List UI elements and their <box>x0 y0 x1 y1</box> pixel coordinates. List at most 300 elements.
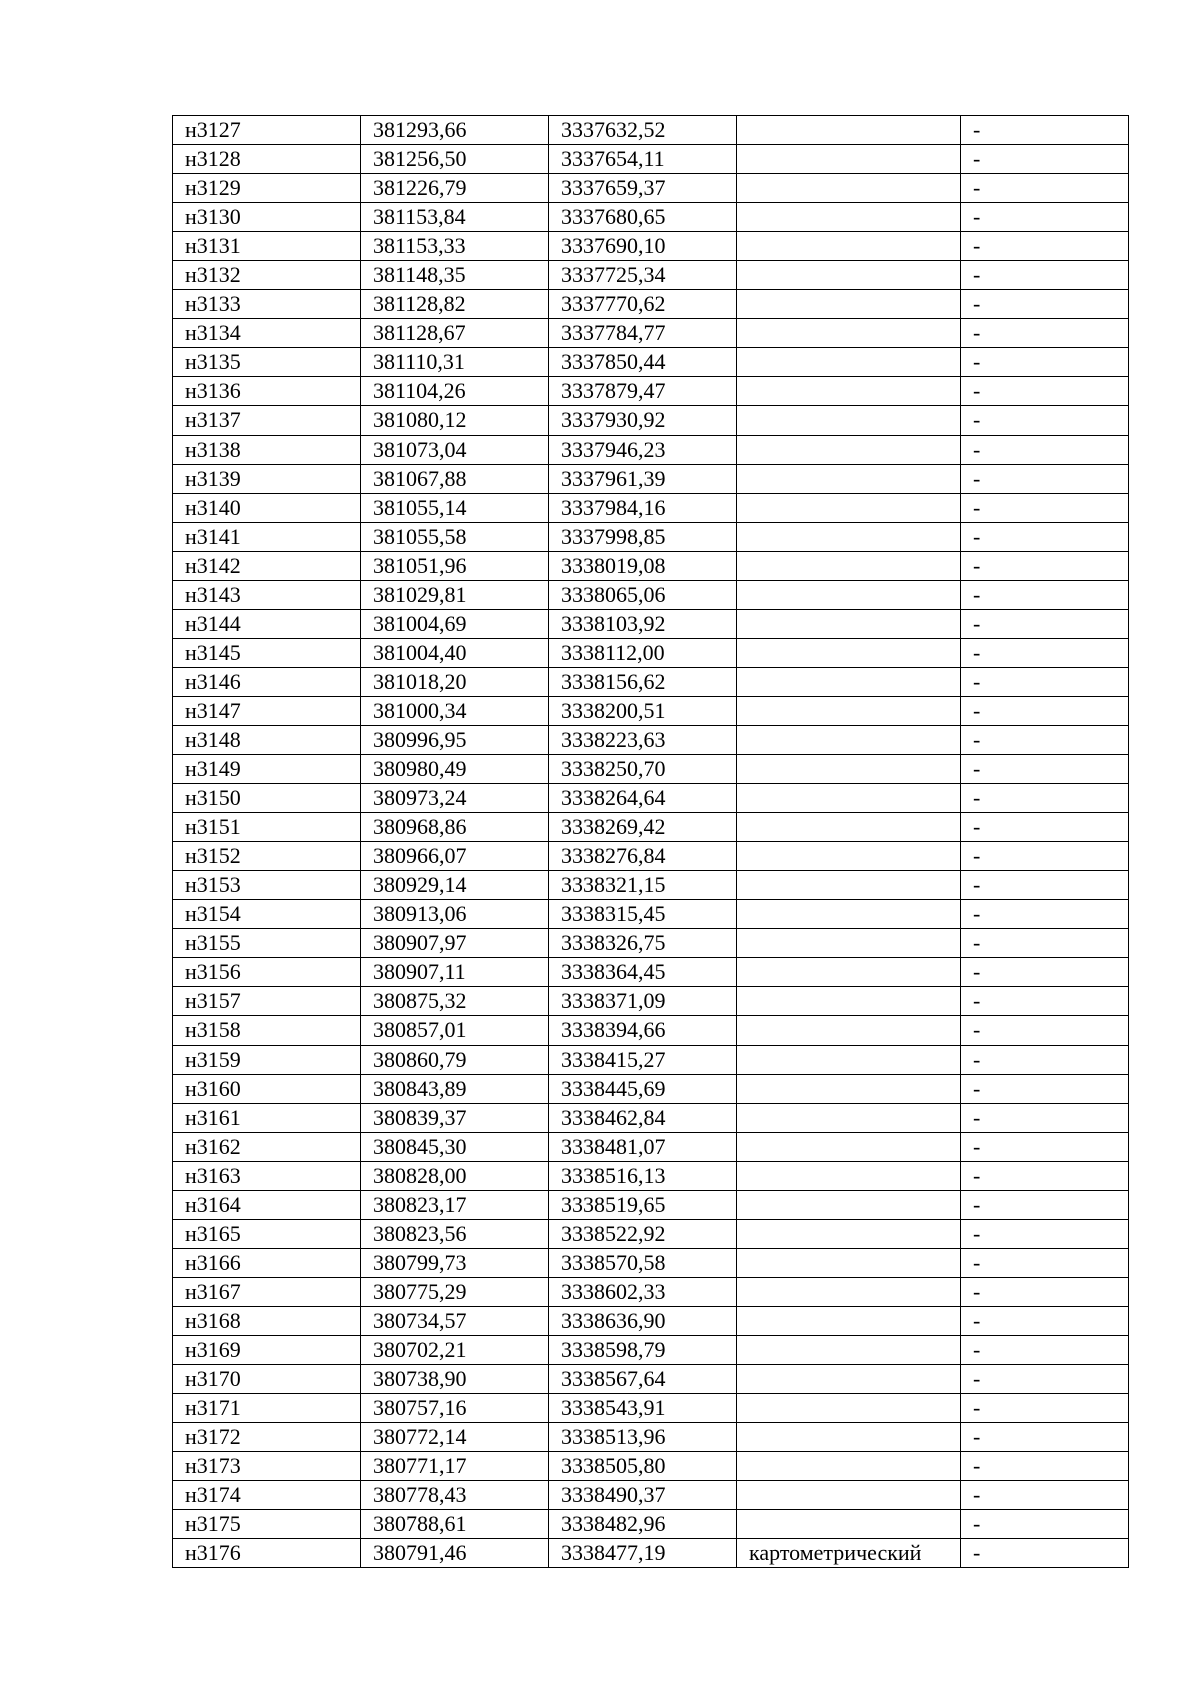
cell-y-coordinate: 3337961,39 <box>549 464 737 493</box>
cell-determination-method <box>737 1335 961 1364</box>
cell-x-coordinate: 380860,79 <box>361 1045 549 1074</box>
cell-error-value: - <box>961 580 1129 609</box>
cell-x-coordinate: 381029,81 <box>361 580 549 609</box>
cell-error-value: - <box>961 1481 1129 1510</box>
cell-determination-method <box>737 1394 961 1423</box>
cell-error-value: - <box>961 900 1129 929</box>
cell-point-number: н3163 <box>173 1161 361 1190</box>
cell-point-number: н3167 <box>173 1277 361 1306</box>
table-row <box>173 232 1129 261</box>
cell-point-number: н3160 <box>173 1074 361 1103</box>
cell-determination-method <box>737 1074 961 1103</box>
cell-error-value: - <box>961 1335 1129 1364</box>
table-row <box>173 116 1129 145</box>
cell-y-coordinate: 3338394,66 <box>549 1016 737 1045</box>
cell-y-coordinate: 3338516,13 <box>549 1161 737 1190</box>
cell-determination-method <box>737 377 961 406</box>
cell-point-number: н3143 <box>173 580 361 609</box>
cell-x-coordinate: 381104,26 <box>361 377 549 406</box>
cell-error-value: - <box>961 406 1129 435</box>
cell-point-number: н3170 <box>173 1365 361 1394</box>
cell-y-coordinate: 3338223,63 <box>549 725 737 754</box>
cell-y-coordinate: 3338477,19 <box>549 1539 737 1568</box>
cell-determination-method <box>737 493 961 522</box>
cell-determination-method <box>737 464 961 493</box>
cell-x-coordinate: 381226,79 <box>361 174 549 203</box>
cell-determination-method <box>737 929 961 958</box>
table-row <box>173 464 1129 493</box>
cell-point-number: н3146 <box>173 667 361 696</box>
cell-x-coordinate: 380980,49 <box>361 755 549 784</box>
cell-determination-method <box>737 261 961 290</box>
cell-x-coordinate: 381073,04 <box>361 435 549 464</box>
cell-y-coordinate: 3338490,37 <box>549 1481 737 1510</box>
cell-point-number: н3139 <box>173 464 361 493</box>
cell-error-value: - <box>961 1394 1129 1423</box>
cell-error-value: - <box>961 667 1129 696</box>
cell-x-coordinate: 380907,97 <box>361 929 549 958</box>
cell-x-coordinate: 380788,61 <box>361 1510 549 1539</box>
cell-y-coordinate: 3338315,45 <box>549 900 737 929</box>
cell-error-value: - <box>961 725 1129 754</box>
table-row <box>173 1365 1129 1394</box>
table-row <box>173 1190 1129 1219</box>
coordinates-table <box>172 115 1129 1568</box>
table-row <box>173 1539 1129 1568</box>
cell-x-coordinate: 380734,57 <box>361 1306 549 1335</box>
cell-y-coordinate: 3337632,52 <box>549 116 737 145</box>
cell-point-number: н3128 <box>173 145 361 174</box>
cell-error-value: - <box>961 1452 1129 1481</box>
cell-point-number: н3147 <box>173 696 361 725</box>
table-row <box>173 1016 1129 1045</box>
cell-x-coordinate: 381000,34 <box>361 696 549 725</box>
cell-point-number: н3158 <box>173 1016 361 1045</box>
cell-error-value: - <box>961 1539 1129 1568</box>
table-row <box>173 174 1129 203</box>
cell-error-value: - <box>961 319 1129 348</box>
cell-y-coordinate: 3337946,23 <box>549 435 737 464</box>
cell-determination-method <box>737 1219 961 1248</box>
cell-determination-method <box>737 232 961 261</box>
cell-determination-method <box>737 435 961 464</box>
cell-point-number: н3132 <box>173 261 361 290</box>
cell-determination-method <box>737 1190 961 1219</box>
table-row <box>173 929 1129 958</box>
table-row <box>173 1103 1129 1132</box>
cell-point-number: н3137 <box>173 406 361 435</box>
cell-y-coordinate: 3338462,84 <box>549 1103 737 1132</box>
cell-point-number: н3154 <box>173 900 361 929</box>
table-row <box>173 580 1129 609</box>
cell-point-number: н3168 <box>173 1306 361 1335</box>
table-row <box>173 842 1129 871</box>
cell-y-coordinate: 3338481,07 <box>549 1132 737 1161</box>
cell-y-coordinate: 3338505,80 <box>549 1452 737 1481</box>
cell-y-coordinate: 3338276,84 <box>549 842 737 871</box>
cell-point-number: н3140 <box>173 493 361 522</box>
cell-x-coordinate: 380775,29 <box>361 1277 549 1306</box>
cell-determination-method <box>737 1452 961 1481</box>
cell-y-coordinate: 3338445,69 <box>549 1074 737 1103</box>
cell-determination-method <box>737 1365 961 1394</box>
cell-determination-method <box>737 1481 961 1510</box>
cell-point-number: н3131 <box>173 232 361 261</box>
cell-point-number: н3135 <box>173 348 361 377</box>
cell-x-coordinate: 381004,69 <box>361 609 549 638</box>
table-row <box>173 1481 1129 1510</box>
cell-point-number: н3156 <box>173 958 361 987</box>
cell-determination-method <box>737 1161 961 1190</box>
cell-determination-method <box>737 696 961 725</box>
cell-y-coordinate: 3337850,44 <box>549 348 737 377</box>
table-row <box>173 1335 1129 1364</box>
cell-determination-method <box>737 290 961 319</box>
cell-x-coordinate: 380771,17 <box>361 1452 549 1481</box>
cell-determination-method <box>737 145 961 174</box>
cell-point-number: н3145 <box>173 638 361 667</box>
cell-determination-method <box>737 522 961 551</box>
cell-error-value: - <box>961 609 1129 638</box>
table-row <box>173 319 1129 348</box>
cell-determination-method <box>737 1248 961 1277</box>
cell-y-coordinate: 3337998,85 <box>549 522 737 551</box>
cell-error-value: - <box>961 145 1129 174</box>
cell-error-value: - <box>961 929 1129 958</box>
table-row <box>173 1248 1129 1277</box>
cell-x-coordinate: 381128,67 <box>361 319 549 348</box>
cell-determination-method <box>737 784 961 813</box>
cell-point-number: н3155 <box>173 929 361 958</box>
table-row <box>173 406 1129 435</box>
cell-point-number: н3172 <box>173 1423 361 1452</box>
cell-point-number: н3129 <box>173 174 361 203</box>
table-row <box>173 261 1129 290</box>
cell-point-number: н3153 <box>173 871 361 900</box>
cell-error-value: - <box>961 348 1129 377</box>
table-row <box>173 667 1129 696</box>
cell-y-coordinate: 3337930,92 <box>549 406 737 435</box>
cell-x-coordinate: 381080,12 <box>361 406 549 435</box>
cell-determination-method <box>737 116 961 145</box>
cell-y-coordinate: 3338598,79 <box>549 1335 737 1364</box>
cell-point-number: н3134 <box>173 319 361 348</box>
cell-x-coordinate: 381004,40 <box>361 638 549 667</box>
cell-point-number: н3166 <box>173 1248 361 1277</box>
cell-point-number: н3169 <box>173 1335 361 1364</box>
cell-point-number: н3138 <box>173 435 361 464</box>
cell-error-value: - <box>961 290 1129 319</box>
cell-x-coordinate: 381293,66 <box>361 116 549 145</box>
cell-x-coordinate: 380973,24 <box>361 784 549 813</box>
cell-x-coordinate: 380757,16 <box>361 1394 549 1423</box>
cell-point-number: н3157 <box>173 987 361 1016</box>
cell-error-value: - <box>961 1219 1129 1248</box>
table-row <box>173 813 1129 842</box>
table-row <box>173 348 1129 377</box>
cell-error-value: - <box>961 1306 1129 1335</box>
cell-x-coordinate: 380843,89 <box>361 1074 549 1103</box>
table-row <box>173 1394 1129 1423</box>
cell-determination-method <box>737 1045 961 1074</box>
cell-x-coordinate: 380929,14 <box>361 871 549 900</box>
cell-point-number: н3175 <box>173 1510 361 1539</box>
cell-x-coordinate: 381153,33 <box>361 232 549 261</box>
cell-error-value: - <box>961 871 1129 900</box>
cell-y-coordinate: 3338103,92 <box>549 609 737 638</box>
cell-determination-method <box>737 1103 961 1132</box>
cell-point-number: н3136 <box>173 377 361 406</box>
cell-error-value: - <box>961 116 1129 145</box>
table-row <box>173 1219 1129 1248</box>
cell-point-number: н3149 <box>173 755 361 784</box>
cell-y-coordinate: 3337784,77 <box>549 319 737 348</box>
cell-y-coordinate: 3338519,65 <box>549 1190 737 1219</box>
cell-y-coordinate: 3338567,64 <box>549 1365 737 1394</box>
cell-error-value: - <box>961 493 1129 522</box>
cell-y-coordinate: 3338415,27 <box>549 1045 737 1074</box>
cell-y-coordinate: 3337770,62 <box>549 290 737 319</box>
cell-determination-method <box>737 667 961 696</box>
table-row <box>173 987 1129 1016</box>
cell-error-value: - <box>961 1248 1129 1277</box>
cell-point-number: н3162 <box>173 1132 361 1161</box>
cell-error-value: - <box>961 377 1129 406</box>
cell-point-number: н3165 <box>173 1219 361 1248</box>
cell-error-value: - <box>961 813 1129 842</box>
table-row <box>173 1423 1129 1452</box>
cell-x-coordinate: 381148,35 <box>361 261 549 290</box>
cell-x-coordinate: 380968,86 <box>361 813 549 842</box>
cell-x-coordinate: 380996,95 <box>361 725 549 754</box>
cell-y-coordinate: 3337659,37 <box>549 174 737 203</box>
cell-error-value: - <box>961 1423 1129 1452</box>
coordinates-table-body <box>173 116 1129 1568</box>
cell-point-number: н3150 <box>173 784 361 813</box>
cell-y-coordinate: 3338602,33 <box>549 1277 737 1306</box>
cell-x-coordinate: 380799,73 <box>361 1248 549 1277</box>
cell-x-coordinate: 381153,84 <box>361 203 549 232</box>
cell-determination-method <box>737 551 961 580</box>
cell-x-coordinate: 380702,21 <box>361 1335 549 1364</box>
cell-error-value: - <box>961 1045 1129 1074</box>
cell-y-coordinate: 3337690,10 <box>549 232 737 261</box>
table-row <box>173 725 1129 754</box>
cell-determination-method <box>737 319 961 348</box>
table-row <box>173 755 1129 784</box>
cell-point-number: н3176 <box>173 1539 361 1568</box>
table-row <box>173 696 1129 725</box>
cell-x-coordinate: 380913,06 <box>361 900 549 929</box>
cell-determination-method <box>737 987 961 1016</box>
cell-error-value: - <box>961 174 1129 203</box>
cell-x-coordinate: 380791,46 <box>361 1539 549 1568</box>
cell-y-coordinate: 3338570,58 <box>549 1248 737 1277</box>
cell-error-value: - <box>961 522 1129 551</box>
cell-y-coordinate: 3337879,47 <box>549 377 737 406</box>
cell-point-number: н3174 <box>173 1481 361 1510</box>
table-row <box>173 1306 1129 1335</box>
cell-error-value: - <box>961 1277 1129 1306</box>
table-row <box>173 290 1129 319</box>
table-row <box>173 900 1129 929</box>
cell-error-value: - <box>961 203 1129 232</box>
cell-y-coordinate: 3337984,16 <box>549 493 737 522</box>
cell-x-coordinate: 381051,96 <box>361 551 549 580</box>
cell-error-value: - <box>961 755 1129 784</box>
cell-error-value: - <box>961 1016 1129 1045</box>
cell-determination-method <box>737 1423 961 1452</box>
cell-determination-method <box>737 755 961 784</box>
table-row <box>173 871 1129 900</box>
cell-error-value: - <box>961 638 1129 667</box>
cell-determination-method <box>737 609 961 638</box>
cell-point-number: н3161 <box>173 1103 361 1132</box>
cell-x-coordinate: 380778,43 <box>361 1481 549 1510</box>
table-row <box>173 145 1129 174</box>
cell-y-coordinate: 3338200,51 <box>549 696 737 725</box>
cell-y-coordinate: 3338250,70 <box>549 755 737 784</box>
cell-point-number: н3130 <box>173 203 361 232</box>
cell-error-value: - <box>961 1161 1129 1190</box>
cell-determination-method <box>737 638 961 667</box>
cell-determination-method <box>737 1016 961 1045</box>
cell-x-coordinate: 380857,01 <box>361 1016 549 1045</box>
cell-determination-method <box>737 871 961 900</box>
cell-y-coordinate: 3338065,06 <box>549 580 737 609</box>
cell-error-value: - <box>961 1103 1129 1132</box>
cell-y-coordinate: 3338513,96 <box>549 1423 737 1452</box>
cell-x-coordinate: 380772,14 <box>361 1423 549 1452</box>
cell-point-number: н3171 <box>173 1394 361 1423</box>
cell-determination-method <box>737 203 961 232</box>
cell-y-coordinate: 3338522,92 <box>549 1219 737 1248</box>
cell-x-coordinate: 381067,88 <box>361 464 549 493</box>
cell-y-coordinate: 3337680,65 <box>549 203 737 232</box>
table-row <box>173 377 1129 406</box>
cell-y-coordinate: 3338326,75 <box>549 929 737 958</box>
cell-x-coordinate: 380823,17 <box>361 1190 549 1219</box>
cell-error-value: - <box>961 551 1129 580</box>
table-row <box>173 958 1129 987</box>
cell-y-coordinate: 3338636,90 <box>549 1306 737 1335</box>
cell-point-number: н3148 <box>173 725 361 754</box>
cell-x-coordinate: 380966,07 <box>361 842 549 871</box>
cell-error-value: - <box>961 842 1129 871</box>
cell-point-number: н3173 <box>173 1452 361 1481</box>
cell-y-coordinate: 3338543,91 <box>549 1394 737 1423</box>
cell-x-coordinate: 380738,90 <box>361 1365 549 1394</box>
cell-x-coordinate: 381018,20 <box>361 667 549 696</box>
cell-determination-method <box>737 813 961 842</box>
cell-x-coordinate: 380839,37 <box>361 1103 549 1132</box>
cell-error-value: - <box>961 1190 1129 1219</box>
cell-error-value: - <box>961 1510 1129 1539</box>
cell-error-value: - <box>961 261 1129 290</box>
cell-x-coordinate: 381110,31 <box>361 348 549 377</box>
cell-error-value: - <box>961 1074 1129 1103</box>
table-row <box>173 1510 1129 1539</box>
cell-determination-method <box>737 725 961 754</box>
cell-y-coordinate: 3338156,62 <box>549 667 737 696</box>
table-row <box>173 638 1129 667</box>
cell-determination-method <box>737 1132 961 1161</box>
cell-error-value: - <box>961 435 1129 464</box>
cell-y-coordinate: 3337654,11 <box>549 145 737 174</box>
table-row <box>173 1161 1129 1190</box>
table-row <box>173 203 1129 232</box>
cell-determination-method <box>737 1277 961 1306</box>
table-row <box>173 784 1129 813</box>
cell-point-number: н3127 <box>173 116 361 145</box>
cell-error-value: - <box>961 696 1129 725</box>
cell-determination-method <box>737 1306 961 1335</box>
table-row <box>173 1074 1129 1103</box>
cell-y-coordinate: 3338321,15 <box>549 871 737 900</box>
cell-point-number: н3159 <box>173 1045 361 1074</box>
cell-determination-method <box>737 958 961 987</box>
cell-x-coordinate: 380823,56 <box>361 1219 549 1248</box>
table-row <box>173 551 1129 580</box>
cell-point-number: н3144 <box>173 609 361 638</box>
cell-x-coordinate: 381055,58 <box>361 522 549 551</box>
cell-point-number: н3151 <box>173 813 361 842</box>
table-row <box>173 493 1129 522</box>
cell-y-coordinate: 3338112,00 <box>549 638 737 667</box>
cell-determination-method <box>737 900 961 929</box>
table-row <box>173 609 1129 638</box>
cell-determination-method <box>737 1510 961 1539</box>
table-row <box>173 435 1129 464</box>
cell-point-number: н3152 <box>173 842 361 871</box>
cell-x-coordinate: 381128,82 <box>361 290 549 319</box>
cell-x-coordinate: 381256,50 <box>361 145 549 174</box>
cell-point-number: н3164 <box>173 1190 361 1219</box>
cell-x-coordinate: 380828,00 <box>361 1161 549 1190</box>
cell-y-coordinate: 3338482,96 <box>549 1510 737 1539</box>
cell-x-coordinate: 380845,30 <box>361 1132 549 1161</box>
table-row <box>173 522 1129 551</box>
cell-point-number: н3142 <box>173 551 361 580</box>
cell-error-value: - <box>961 464 1129 493</box>
table-row <box>173 1045 1129 1074</box>
cell-error-value: - <box>961 232 1129 261</box>
cell-determination-method <box>737 174 961 203</box>
cell-error-value: - <box>961 958 1129 987</box>
cell-determination-method <box>737 348 961 377</box>
cell-determination-method <box>737 580 961 609</box>
table-row <box>173 1277 1129 1306</box>
cell-error-value: - <box>961 1365 1129 1394</box>
cell-y-coordinate: 3338364,45 <box>549 958 737 987</box>
cell-determination-method: картометрический <box>737 1539 961 1568</box>
cell-x-coordinate: 380875,32 <box>361 987 549 1016</box>
cell-error-value: - <box>961 1132 1129 1161</box>
cell-y-coordinate: 3338019,08 <box>549 551 737 580</box>
cell-error-value: - <box>961 987 1129 1016</box>
table-row <box>173 1452 1129 1481</box>
cell-error-value: - <box>961 784 1129 813</box>
cell-y-coordinate: 3338269,42 <box>549 813 737 842</box>
cell-y-coordinate: 3338264,64 <box>549 784 737 813</box>
table-row <box>173 1132 1129 1161</box>
cell-determination-method <box>737 406 961 435</box>
cell-determination-method <box>737 842 961 871</box>
cell-y-coordinate: 3338371,09 <box>549 987 737 1016</box>
cell-x-coordinate: 381055,14 <box>361 493 549 522</box>
cell-y-coordinate: 3337725,34 <box>549 261 737 290</box>
cell-x-coordinate: 380907,11 <box>361 958 549 987</box>
